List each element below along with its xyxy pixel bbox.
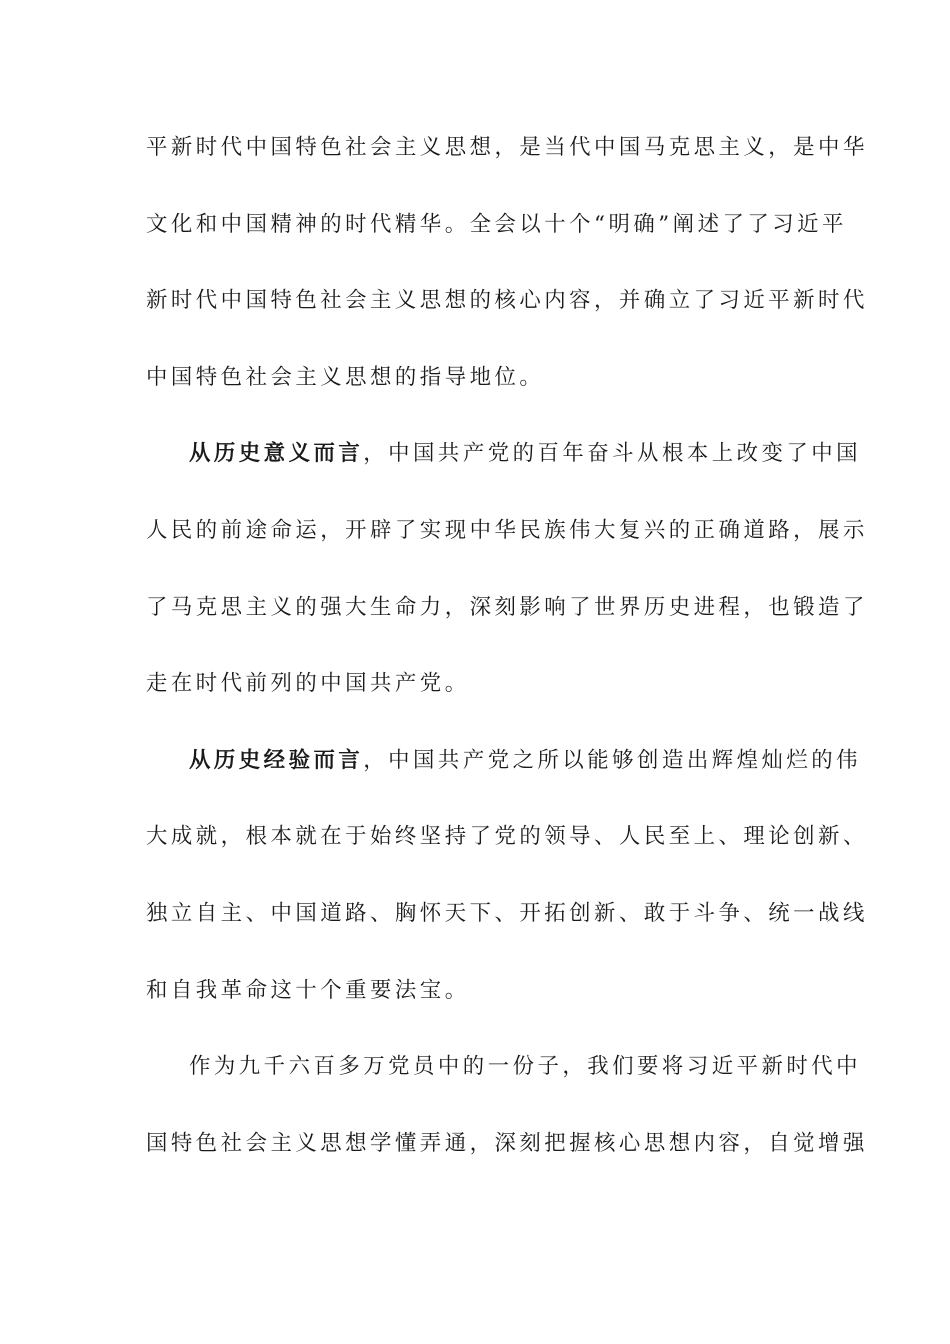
line-text: ，中国共产党之所以能够创造出辉煌灿烂的伟 xyxy=(363,747,862,773)
text-line: 独立自主、中国道路、胸怀天下、开拓创新、敢于斗争、统一战线 xyxy=(146,900,868,926)
text-line xyxy=(146,723,862,800)
bold-lead: 从历史经验而言 xyxy=(189,747,364,773)
text-line: 和自我革命这十个重要法宝。 xyxy=(146,977,470,1003)
text-line: 了马克思主义的强大生命力，深刻影响了世界历史进程，也锻造了 xyxy=(146,594,868,620)
text-line: 平新时代中国特色社会主义思想，是当代中国马克思主义，是中华 xyxy=(146,135,868,160)
line-text: ，中国共产党的百年奋斗从根本上改变了中国 xyxy=(363,441,862,467)
document-body xyxy=(146,110,868,1182)
paragraph-3 xyxy=(146,723,868,1029)
text-line: 国特色社会主义思想学懂弄通，深刻把握核心思想内容，自觉增强 xyxy=(146,1130,868,1156)
text-line: 人民的前途命运，开辟了实现中华民族伟大复兴的正确道路，展示 xyxy=(146,517,868,543)
paragraph-4 xyxy=(146,1029,868,1182)
paragraph-1 xyxy=(146,110,868,416)
text-line: 走在时代前列的中国共产党。 xyxy=(146,671,470,697)
bold-lead: 从历史意义而言 xyxy=(189,441,364,467)
text-line xyxy=(146,416,862,493)
text-line: 文化和中国精神的时代精华。全会以十个“明确”阐述了了习近平 xyxy=(146,211,847,237)
text-line: 中国特色社会主义思想的指导地位。 xyxy=(146,364,545,390)
paragraph-2 xyxy=(146,416,868,722)
text-line: 新时代中国特色社会主义思想的核心内容，并确立了习近平新时代 xyxy=(146,288,868,314)
text-line: 大成就，根本就在于始终坚持了党的领导、人民至上、理论创新、 xyxy=(146,824,868,850)
text-line: 作为九千六百多万党员中的一份子，我们要将习近平新时代中 xyxy=(189,1054,862,1080)
